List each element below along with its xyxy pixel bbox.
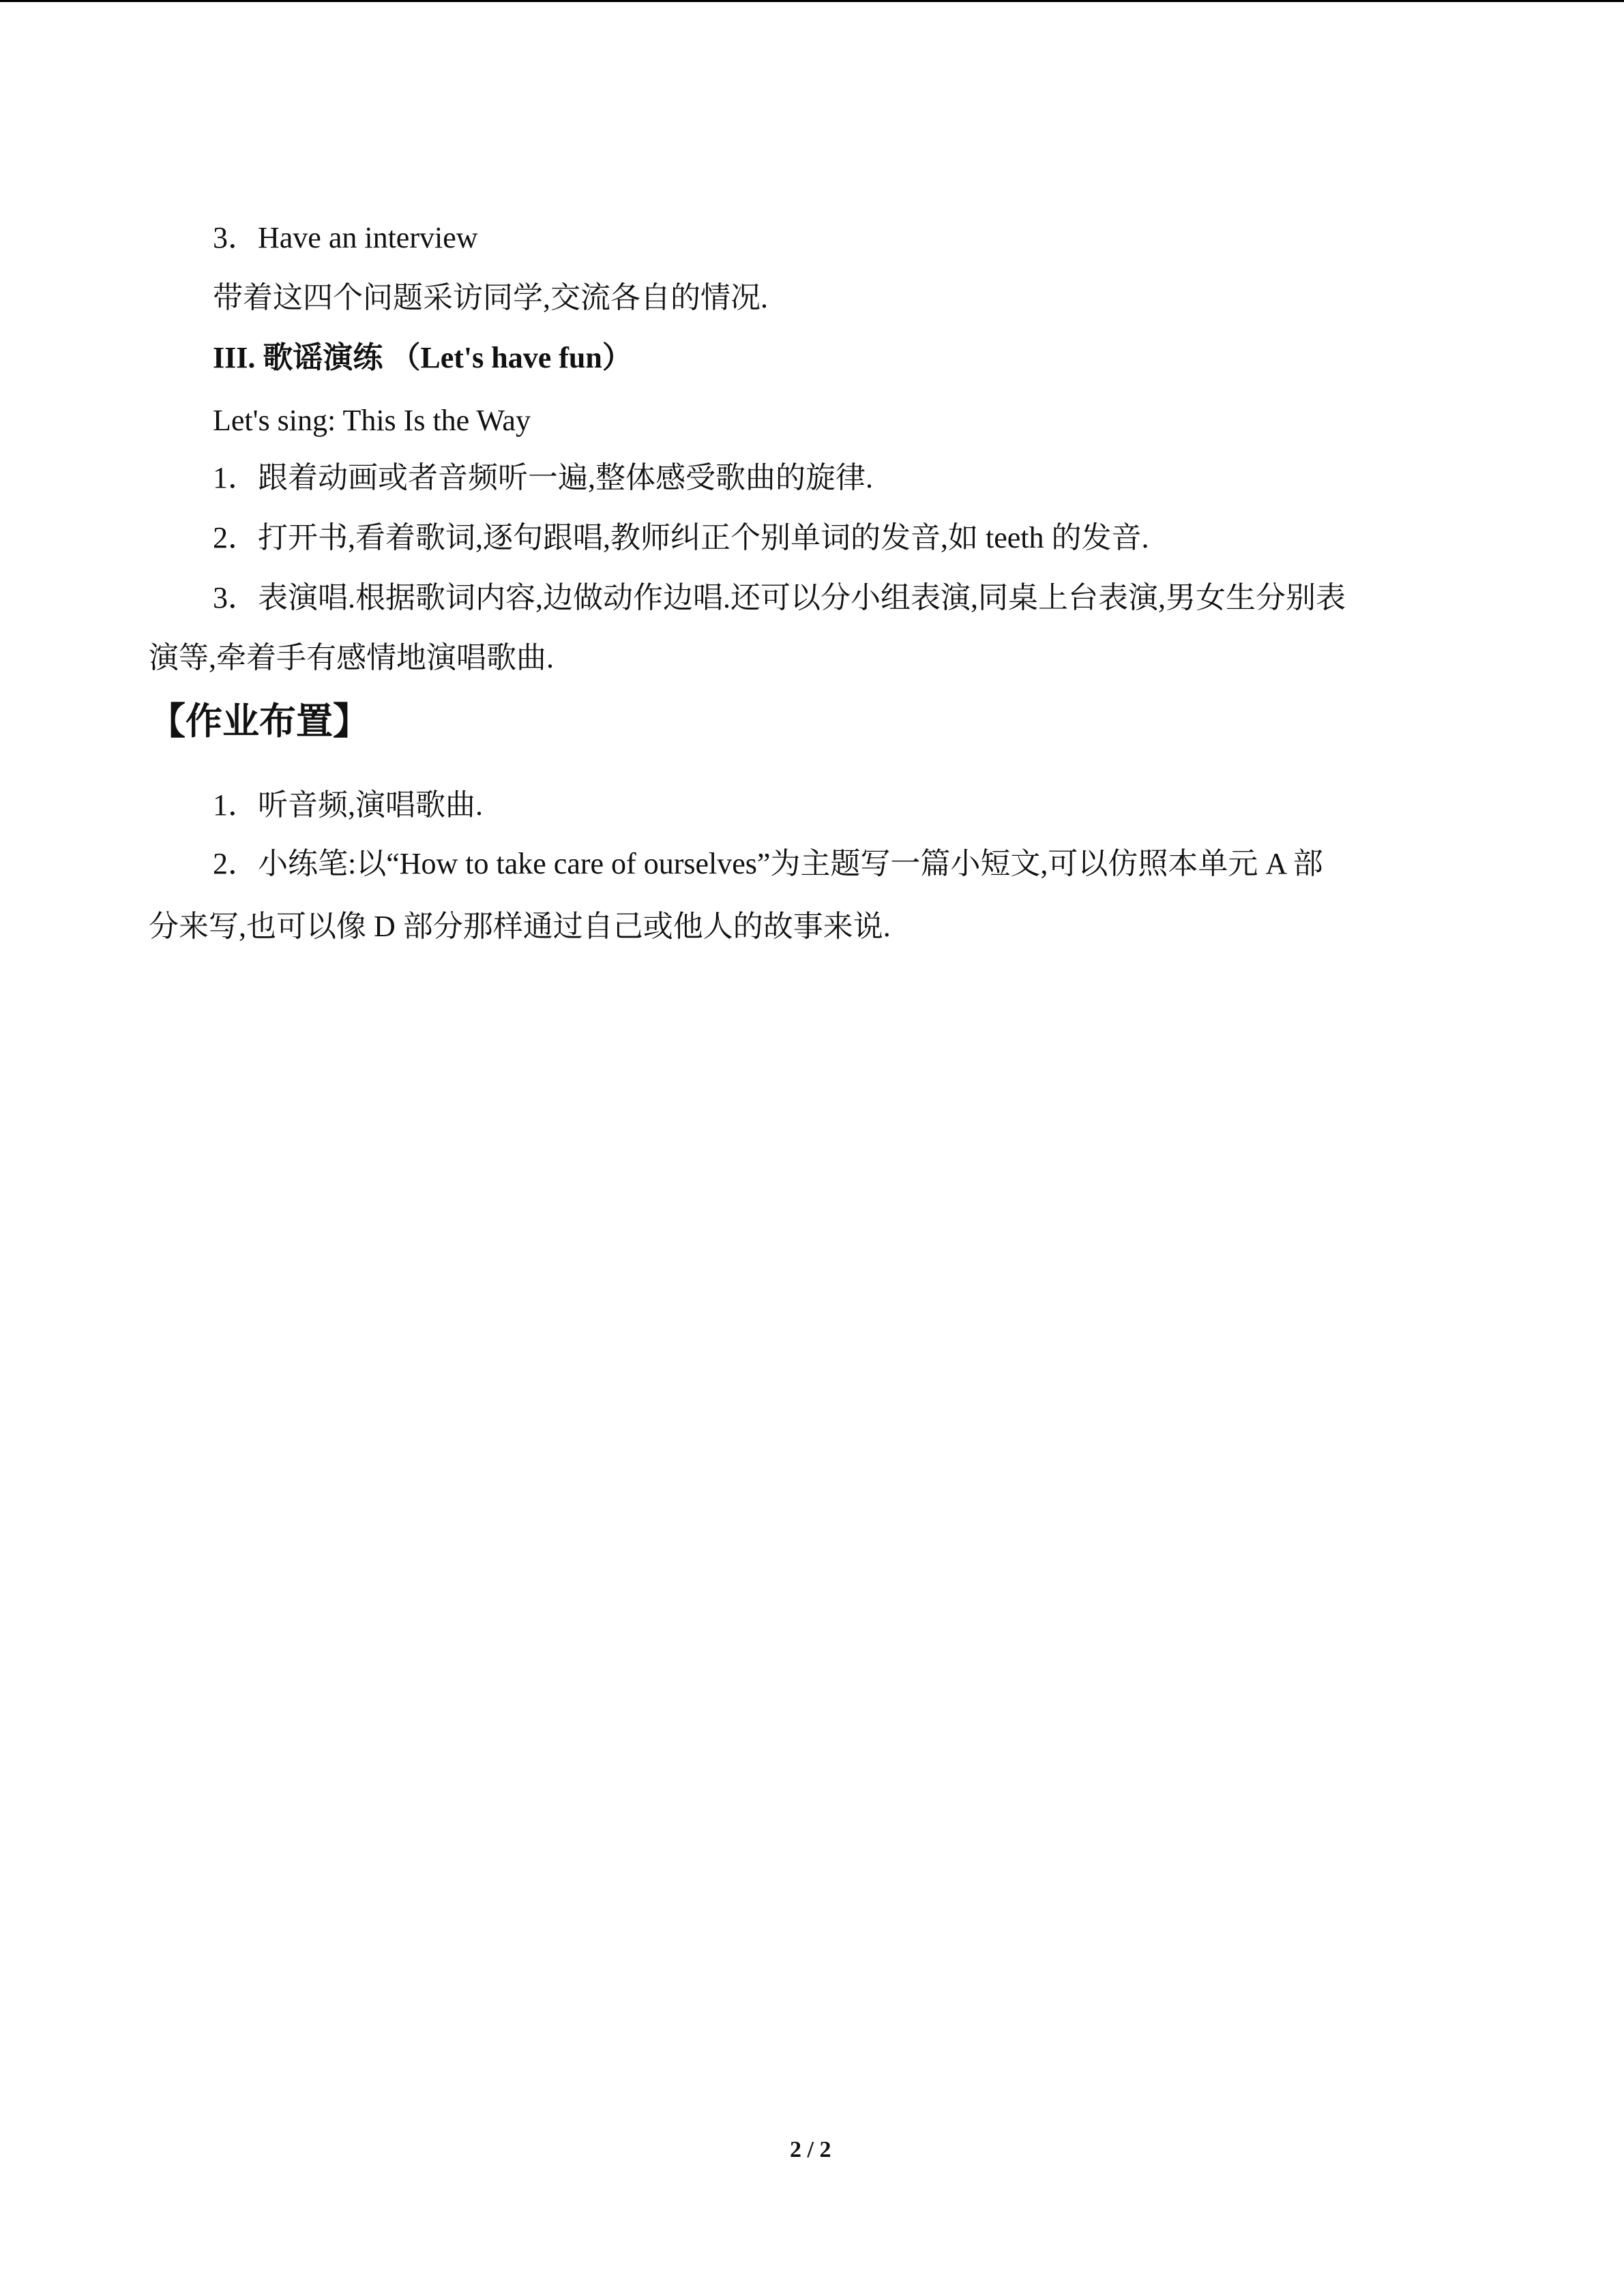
song-step-1: 1．跟着动画或者音频听一遍,整体感受歌曲的旋律. [213, 461, 873, 494]
homework-item-2-line-1: 2．小练笔:以“How to take care of ourselves”为主题写一篇小短文,可以仿照本单元 A 部 [213, 847, 1323, 880]
song-step-2: 2．打开书,看着歌词,逐句跟唱,教师纠正个别单词的发音,如 teeth 的发音. [213, 521, 1149, 554]
item3-title: 3．Have an interview [213, 221, 478, 254]
homework-item-2-line-2: 分来写,也可以像 D 部分那样通过自己或他人的故事来说. [149, 910, 891, 943]
song-title: Let's sing: This Is the Way [213, 404, 531, 437]
item3-description: 带着这四个问题采访同学,交流各自的情况. [213, 281, 768, 314]
homework-heading: 【作业布置】 [149, 701, 370, 742]
song-step-3-line-1: 3．表演唱.根据歌词内容,边做动作边唱.还可以分小组表演,同桌上台表演,男女生分别表 [213, 581, 1346, 614]
page-number: 2 / 2 [790, 2137, 831, 2162]
song-step-3-line-2: 演等,牵着手有感情地演唱歌曲. [149, 641, 554, 674]
homework-item-1: 1．听音频,演唱歌曲. [213, 788, 483, 822]
section3-heading: III. 歌谣演练 （Let's have fun） [213, 341, 632, 374]
